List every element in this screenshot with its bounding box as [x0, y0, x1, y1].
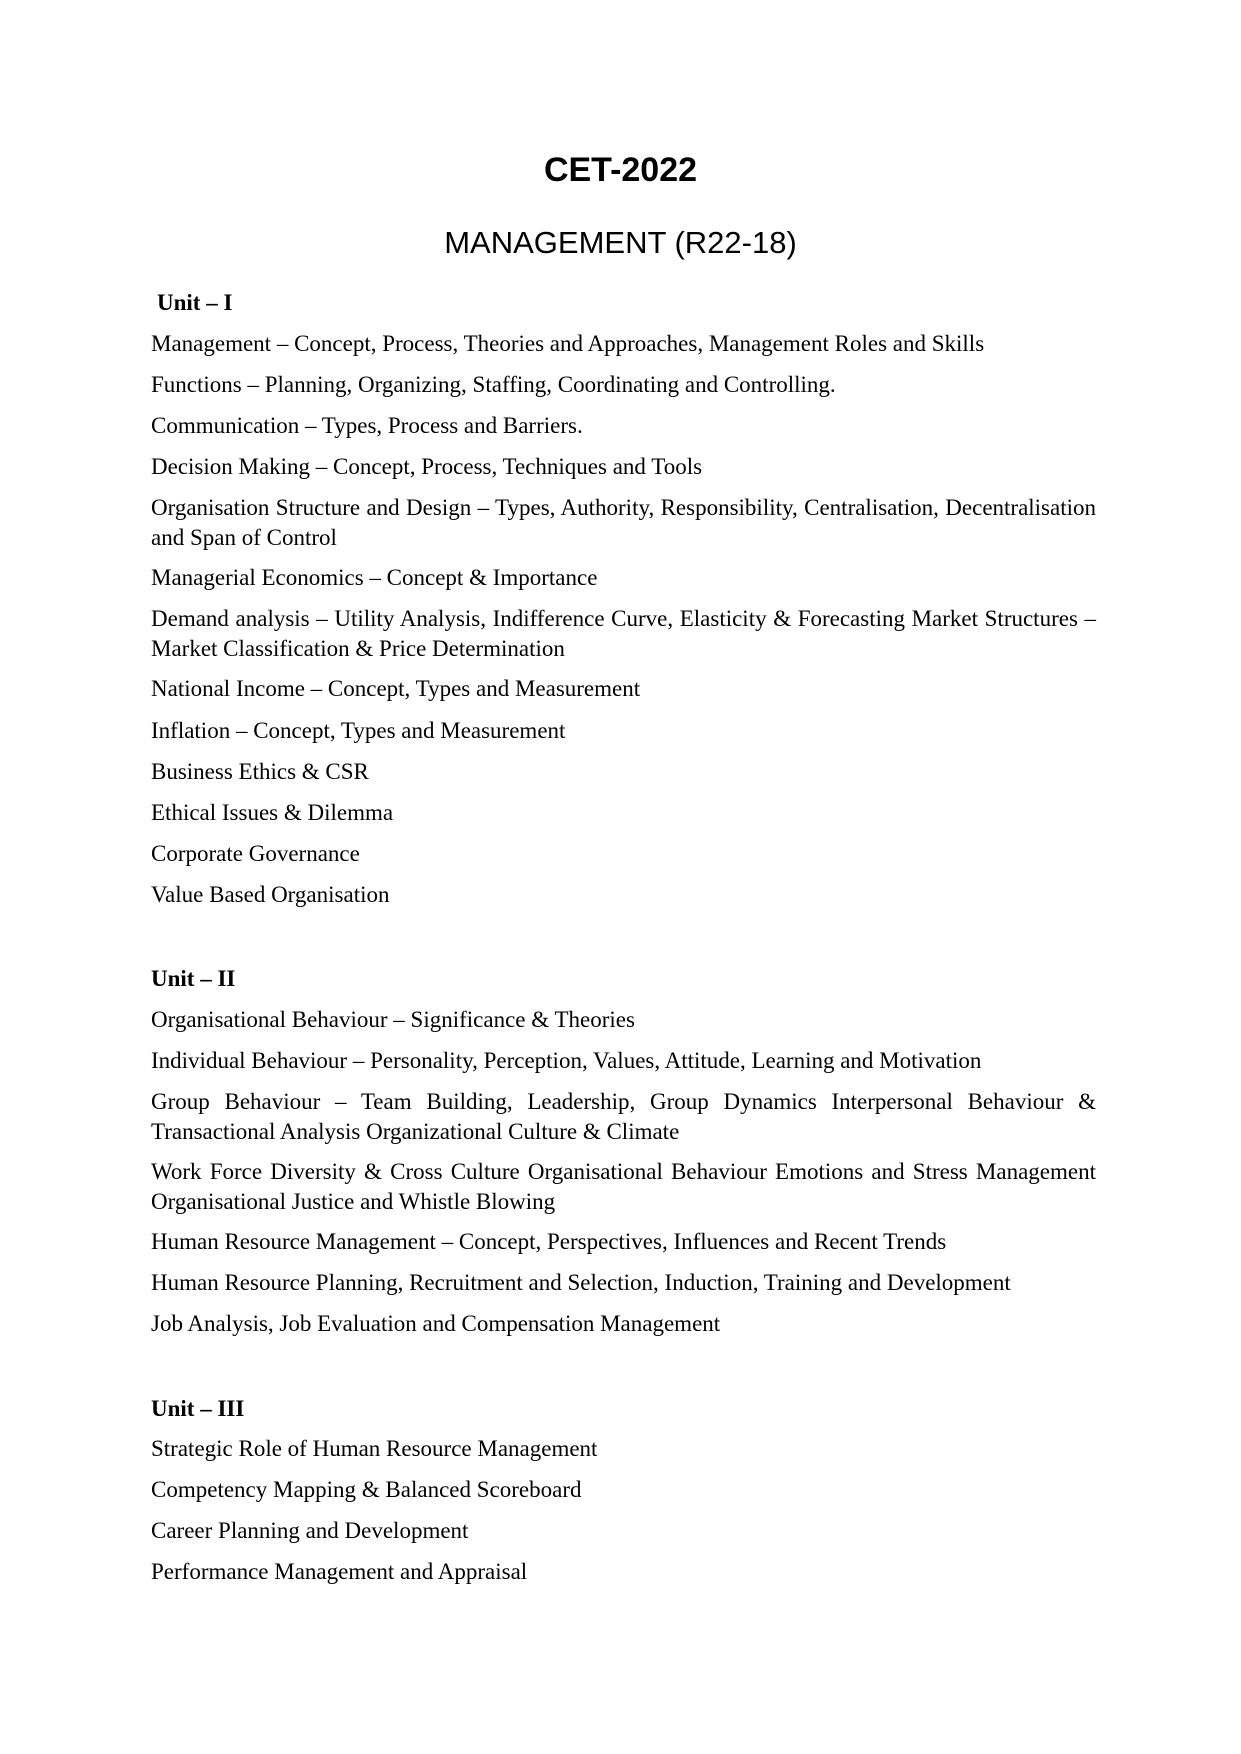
- unit-1-item: Management – Concept, Process, Theories and Approaches, Management Roles and Skills: [151, 331, 985, 356]
- unit-1-item: Decision Making – Concept, Process, Techniques and Tools: [151, 454, 703, 479]
- unit-1-heading: Unit – I: [157, 290, 233, 315]
- page-subtitle: [0, 223, 1241, 263]
- page-title-text: CET-2022: [543, 151, 698, 189]
- unit-2-item: Group Behaviour – Team Building, Leadership, Group Dynamics Interpersonal Behaviour & Transactional Analysis Organizational Culture & Climate: [151, 1089, 1096, 1144]
- unit-2-item: Organisational Behaviour – Significance & Theories: [151, 1007, 635, 1032]
- unit-1-item: Communication – Types, Process and Barriers.: [151, 413, 583, 438]
- unit-1-item: Functions – Planning, Organizing, Staffing, Coordinating and Controlling.: [151, 372, 836, 397]
- unit-1-item: Business Ethics & CSR: [151, 759, 369, 784]
- unit-3-item: Career Planning and Development: [151, 1518, 469, 1543]
- unit-2-item: Work Force Diversity & Cross Culture Organisational Behaviour Emotions and Stress Management Organisational Justice and Whistle Blowing: [151, 1159, 1096, 1214]
- unit-1-item: Corporate Governance: [151, 841, 360, 866]
- unit-1-item: Inflation – Concept, Types and Measurement: [151, 718, 566, 743]
- page-title: [0, 150, 1241, 190]
- unit-1-item: National Income – Concept, Types and Measurement: [151, 676, 641, 701]
- unit-1-item: Value Based Organisation: [151, 882, 390, 907]
- unit-1-item: Organisation Structure and Design – Types, Authority, Responsibility, Centralisation, Decentralisation and Span of Control: [151, 495, 1096, 550]
- unit-1-item: Ethical Issues & Dilemma: [151, 800, 394, 825]
- page-subtitle-text: MANAGEMENT (R22-18): [444, 225, 797, 260]
- unit-2-item: Job Analysis, Job Evaluation and Compensation Management: [151, 1311, 721, 1336]
- unit-1-item: Demand analysis – Utility Analysis, Indifference Curve, Elasticity & Forecasting Market Structures – Market Classification & Price Determination: [151, 606, 1096, 661]
- unit-3-item: Competency Mapping & Balanced Scoreboard: [151, 1477, 582, 1502]
- unit-2-item: Human Resource Planning, Recruitment and Selection, Induction, Training and Development: [151, 1270, 1011, 1295]
- unit-3-heading: Unit – III: [151, 1396, 245, 1421]
- unit-1-item: Managerial Economics – Concept & Importance: [151, 565, 598, 590]
- unit-2-item: Human Resource Management – Concept, Perspectives, Influences and Recent Trends: [151, 1229, 947, 1254]
- unit-3-item: Strategic Role of Human Resource Management: [151, 1436, 598, 1461]
- unit-3-item: Performance Management and Appraisal: [151, 1559, 528, 1584]
- unit-2-item: Individual Behaviour – Personality, Perception, Values, Attitude, Learning and Motivation: [151, 1048, 982, 1073]
- unit-2-heading: Unit – II: [151, 966, 236, 991]
